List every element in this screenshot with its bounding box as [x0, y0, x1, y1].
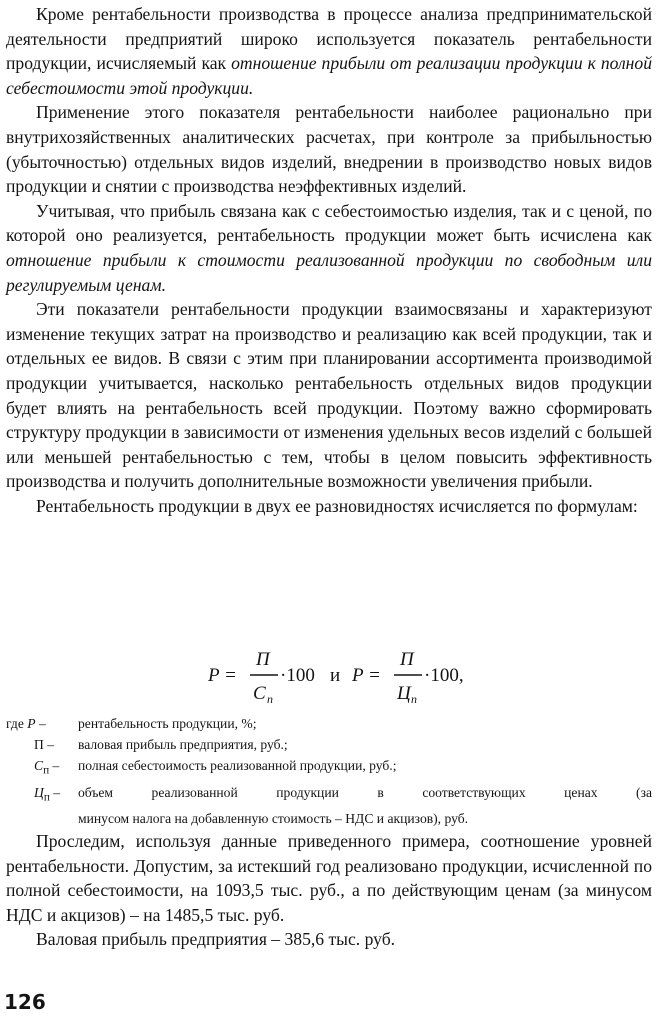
definition-dash: –	[49, 758, 60, 773]
definition-text: объем реализованной продукции в соответствующих ценах (за	[78, 784, 652, 800]
paragraph-3-italic: отношение прибыли к стоимости реализованной продукции по свободным или регулируемым ценам.	[6, 249, 652, 295]
definition-symbol-sub: п	[43, 791, 50, 804]
paragraph-3	[6, 199, 652, 297]
formula-denominator-1: С	[253, 683, 266, 704]
formula-lhs-2: P =	[352, 665, 381, 686]
definition-text: валовая прибыль предприятия, руб.;	[78, 737, 288, 752]
paragraph-1-text: Кроме рентабельности производства в процессе анализа предпринимательской деятельности предприятий широко используется показатель рентабельности продукции, исчисляемый как	[6, 4, 652, 74]
definition-row	[6, 713, 652, 734]
formula-numerator-2: П	[400, 649, 414, 670]
paragraph-1-italic: отношение прибыли от реализации продукции к полной себестоимости этой продукции.	[6, 53, 653, 98]
paragraph-6: Проследим, используя данные приведенного примера, соотношение уровней рентабельности. Допустим, за истекший год реализовано продукции, исчисленной по полной себестоимости, на 1093,5 тыс. руб., а по действующим ценам (за минусом НДС и акцизов) – на 1485,5 тыс. руб.	[6, 831, 652, 925]
formula	[208, 644, 508, 708]
definition-row	[6, 734, 652, 755]
formula-denominator-2-sub: п	[411, 692, 417, 706]
definition-symbol	[6, 782, 78, 809]
definition-text: полная себестоимость реализованной продукции, руб.;	[78, 758, 397, 773]
definition-symbol-letter: P	[27, 716, 36, 731]
page-number: 126	[4, 990, 46, 1014]
formula-mult-2: ·100,	[424, 665, 464, 686]
main-text-continued	[6, 829, 652, 952]
definition-symbol-letter: П	[34, 737, 44, 752]
definition-text-continuation: минусом налога на добавленную стоимость – НДС и акцизов), руб.	[78, 811, 469, 827]
definition-row	[6, 782, 652, 809]
paragraph-5: Рентабельность продукции в двух ее разновидностях исчисляется по формулам:	[36, 495, 638, 516]
definition-dash: –	[43, 737, 55, 752]
definition-dash: –	[35, 716, 46, 731]
formula-conjunction: и	[330, 665, 341, 686]
formula-numerator-1: П	[256, 649, 270, 670]
definition-symbol	[6, 734, 78, 755]
definition-symbol-sub: п	[43, 764, 50, 777]
definition-symbol	[6, 755, 78, 782]
definition-text: рентабельность продукции, %;	[78, 716, 257, 731]
formula-denominator-1-sub: п	[267, 692, 273, 706]
main-text	[6, 2, 652, 518]
definition-row	[6, 755, 652, 782]
paragraph-3-text: Учитывая, что прибыль связана как с себестоимостью изделия, так и с ценой, по которой оно реализуется, рентабельность продукции может быть исчислена как	[6, 200, 652, 246]
definition-symbol-letter: С	[34, 758, 44, 773]
definition-dash: –	[49, 784, 61, 800]
definition-prefix: где	[6, 716, 28, 731]
formula-denominator-2: Ц	[397, 683, 411, 704]
definitions-list	[6, 713, 652, 829]
paragraph-4: Эти показатели рентабельности продукции взаимосвязаны и характеризуют изменение текущих затрат на производство и реализацию как всей продукции, так и отдельных ее видов. В связи с этим при планировании ассортимента производимой продукции учитывается, насколько рентабельность отдельных видов продукции будет влиять на рентабельность всей продукции. Поэтому важно сформировать структуру продукции в зависимости от изменения удельных весов изделий с большей или меньшей рентабельностью с тем, чтобы в целом повысить эффективность производства и получить дополнительные возможности увеличения прибыли.	[6, 299, 652, 492]
paragraph-2: Применение этого показателя рентабельности наиболее рационально при внутрихозяйственных аналитических расчетах, при контроле за прибыльностью (убыточностью) отдельных видов изделий, внедрении в производство новых видов продукции и снятии с производства неэффективных изделий.	[6, 102, 652, 197]
definition-symbol	[6, 713, 78, 734]
paragraph-1	[6, 2, 652, 100]
formula-mult-1: ·100	[280, 665, 315, 686]
definition-symbol-letter: Ц	[34, 784, 44, 800]
formula-lhs-1: P =	[208, 665, 237, 686]
paragraph-7: Валовая прибыль предприятия – 385,6 тыс. руб.	[36, 929, 396, 950]
